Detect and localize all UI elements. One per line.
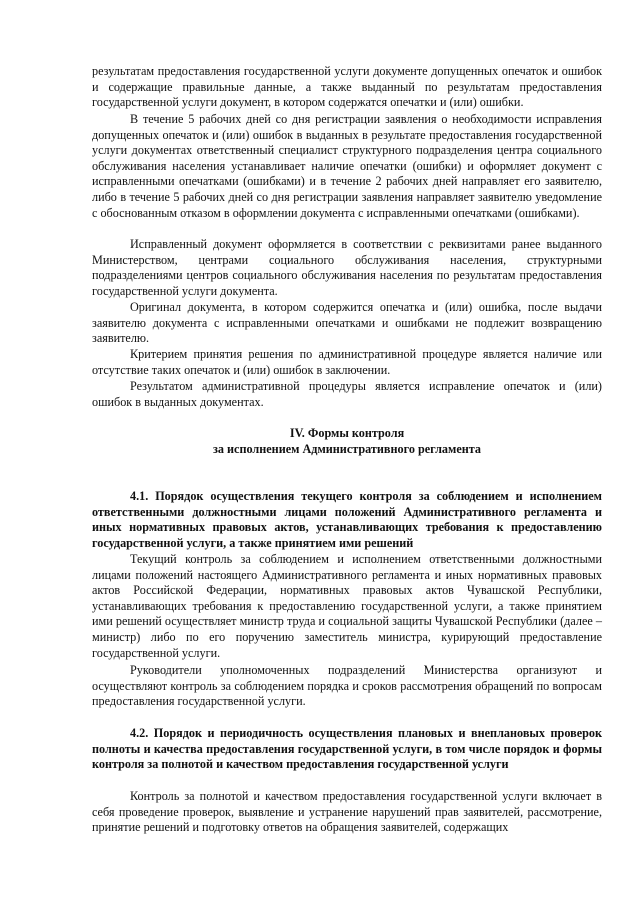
paragraph-procedure-result: Результатом административной процедуры является исправление опечаток и (или) ошибок в выданных документах.: [92, 379, 602, 409]
paragraph-control-organizers: Руководители уполномоченных подразделений Министерства организуют и осуществляют контроль за соблюдением порядка и сроков рассмотрения обращений по вопросам предоставления государственной услуги.: [92, 663, 602, 709]
paragraph-corrected-document-intro: результатам предоставления государственной услуги документе допущенных опечаток и ошибок и содержащие правильные данные, а также выданный по результатам предоставления государственной услуги документ, в котором содержатся опечатки и (или) ошибки.: [92, 64, 602, 110]
paragraph-original-document: Оригинал документа, в котором содержится опечатка и (или) ошибка, после выдачи заявителю документа с исправленными опечатками и ошибками не подлежит возвращению заявителю.: [92, 300, 602, 346]
paragraph-correction-deadlines: В течение 5 рабочих дней со дня регистрации заявления о необходимости исправления допущенных опечаток и (или) ошибок в выданных в результате предоставления государственной услуги документах ответственный специалист структурного подразделения центра социального обслуживания населения устанавливает наличие опечатки (ошибки) и оформляет документ с исправленными опечатками (ошибками) и в течение 2 рабочих дней направляет его заявителю, либо в течение 5 рабочих дней со дня регистрации заявления направляет заявителю уведомление с обоснованным отказом в оформлении документа с исправленными опечатками (ошибками).: [92, 112, 602, 220]
paragraph-decision-criterion: Критерием принятия решения по административной процедуре является наличие или отсутствие таких опечаток и (или) ошибок в заключении.: [92, 347, 602, 377]
paragraph-current-control: Текущий контроль за соблюдением и исполнением ответственными должностными лицами положений настоящего Административного регламента и иных нормативных правовых актов Российской Федерации, нормативных правовых актов Чувашской Республики, устанавливающих требования к предоставлению государственной услуги, а также принятием ими решений осуществляет министр труда и социальной защиты Чувашской Республики (далее – министр) либо по его поручению заместитель министра, курирующий предоставление государственной услуги.: [92, 552, 602, 660]
subsection-4-2-heading: 4.2. Порядок и периодичность осуществления плановых и внеплановых проверок полноты и качества предоставления государственной услуги, в том числе порядок и формы контроля за полнотой и качеством предоставления государственной услуги: [92, 726, 602, 772]
paragraph-quality-control: Контроль за полнотой и качеством предоставления государственной услуги включает в себя проведение проверок, выявление и устранение нарушений прав заявителей, рассмотрение, принятие решений и подготовку ответов на обращения заявителей, содержащих: [92, 789, 602, 835]
section-title-line1: IV. Формы контроля: [289, 426, 405, 440]
section-title-line2: за исполнением Административного регламента: [212, 442, 481, 456]
paragraph-corrected-document-format: Исправленный документ оформляется в соответствии с реквизитами ранее выданного Министерством, центрами социального обслуживания населения, структурными подразделениями центров социального обслуживания населения по результатам предоставления государственной услуги документа.: [92, 237, 602, 298]
subsection-4-1-heading: 4.1. Порядок осуществления текущего контроля за соблюдением и исполнением ответственными должностными лицами положений Административного регламента и иных нормативных правовых актов, устанавливающих требования к предоставлению государственной услуги, а также принятием ими решений: [92, 489, 602, 550]
